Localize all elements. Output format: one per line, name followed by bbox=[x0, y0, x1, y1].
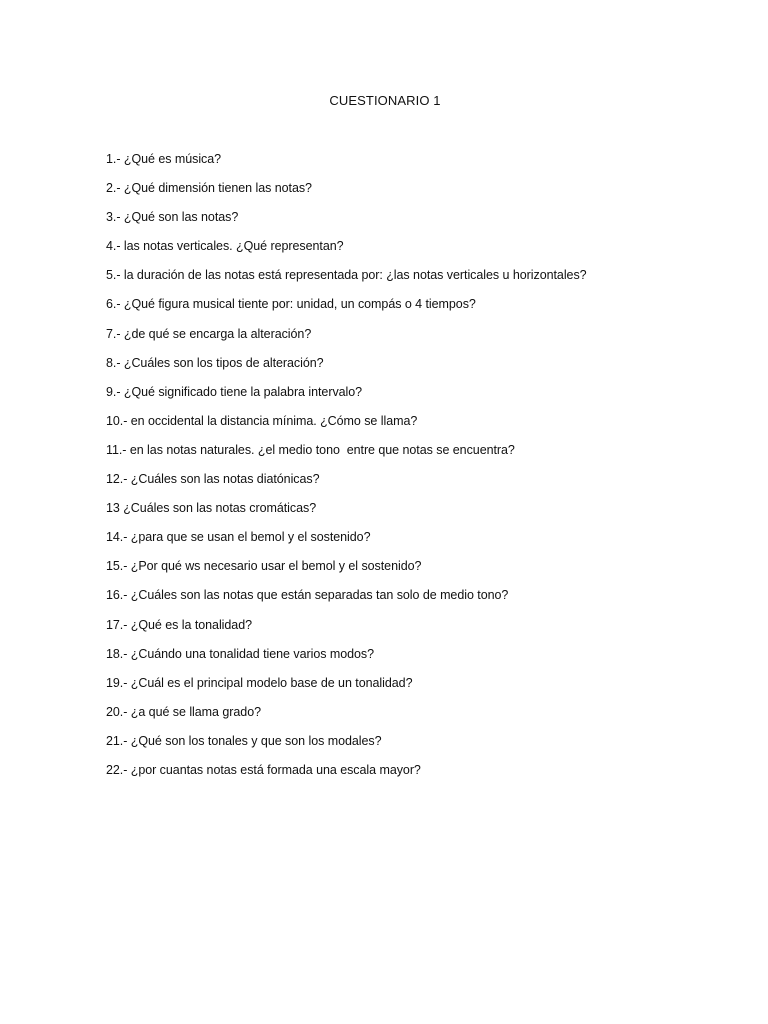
question-item: 19.- ¿Cuál es el principal modelo base de un tonalidad? bbox=[106, 675, 413, 690]
question-item: 18.- ¿Cuándo una tonalidad tiene varios modos? bbox=[106, 646, 375, 661]
question-item: 11.- en las notas naturales. ¿el medio tono entre que notas se encuentra? bbox=[106, 442, 515, 457]
question-item: 1.- ¿Qué es música? bbox=[106, 152, 222, 166]
question-item: 4.- las notas verticales. ¿Qué representan? bbox=[106, 239, 344, 254]
question-item: 16.- ¿Cuáles son las notas que están separadas tan solo de medio tono? bbox=[106, 588, 509, 603]
question-item: 7.- ¿de qué se encarga la alteración? bbox=[106, 326, 312, 341]
question-item: 22.- ¿por cuantas notas está formada una escala mayor? bbox=[106, 762, 421, 777]
question-item: 9.- ¿Qué significado tiene la palabra intervalo? bbox=[106, 384, 363, 399]
question-item: 2.- ¿Qué dimensión tienen las notas? bbox=[106, 181, 312, 196]
question-item: 15.- ¿Por qué ws necesario usar el bemol y el sostenido? bbox=[106, 559, 422, 574]
question-item: 5.- la duración de las notas está representada por: ¿las notas verticales u horizontales? bbox=[106, 268, 587, 283]
question-item: 21.- ¿Qué son los tonales y que son los modales? bbox=[106, 733, 382, 748]
question-item: 20.- ¿a qué se llama grado? bbox=[106, 704, 261, 719]
question-item: 13 ¿Cuáles son las notas cromáticas? bbox=[106, 501, 317, 516]
question-list bbox=[106, 151, 587, 791]
question-item: 12.- ¿Cuáles son las notas diatónicas? bbox=[106, 472, 320, 487]
question-item: 3.- ¿Qué son las notas? bbox=[106, 210, 239, 225]
document-title: CUESTIONARIO 1 bbox=[329, 93, 441, 108]
question-item: 10.- en occidental la distancia mínima. ¿Cómo se llama? bbox=[106, 413, 418, 428]
question-item: 14.- ¿para que se usan el bemol y el sostenido? bbox=[106, 530, 371, 545]
question-item: 6.- ¿Qué figura musical tiente por: unidad, un compás o 4 tiempos? bbox=[106, 297, 476, 312]
question-item: 8.- ¿Cuáles son los tipos de alteración? bbox=[106, 355, 324, 370]
question-item: 17.- ¿Qué es la tonalidad? bbox=[106, 617, 253, 632]
